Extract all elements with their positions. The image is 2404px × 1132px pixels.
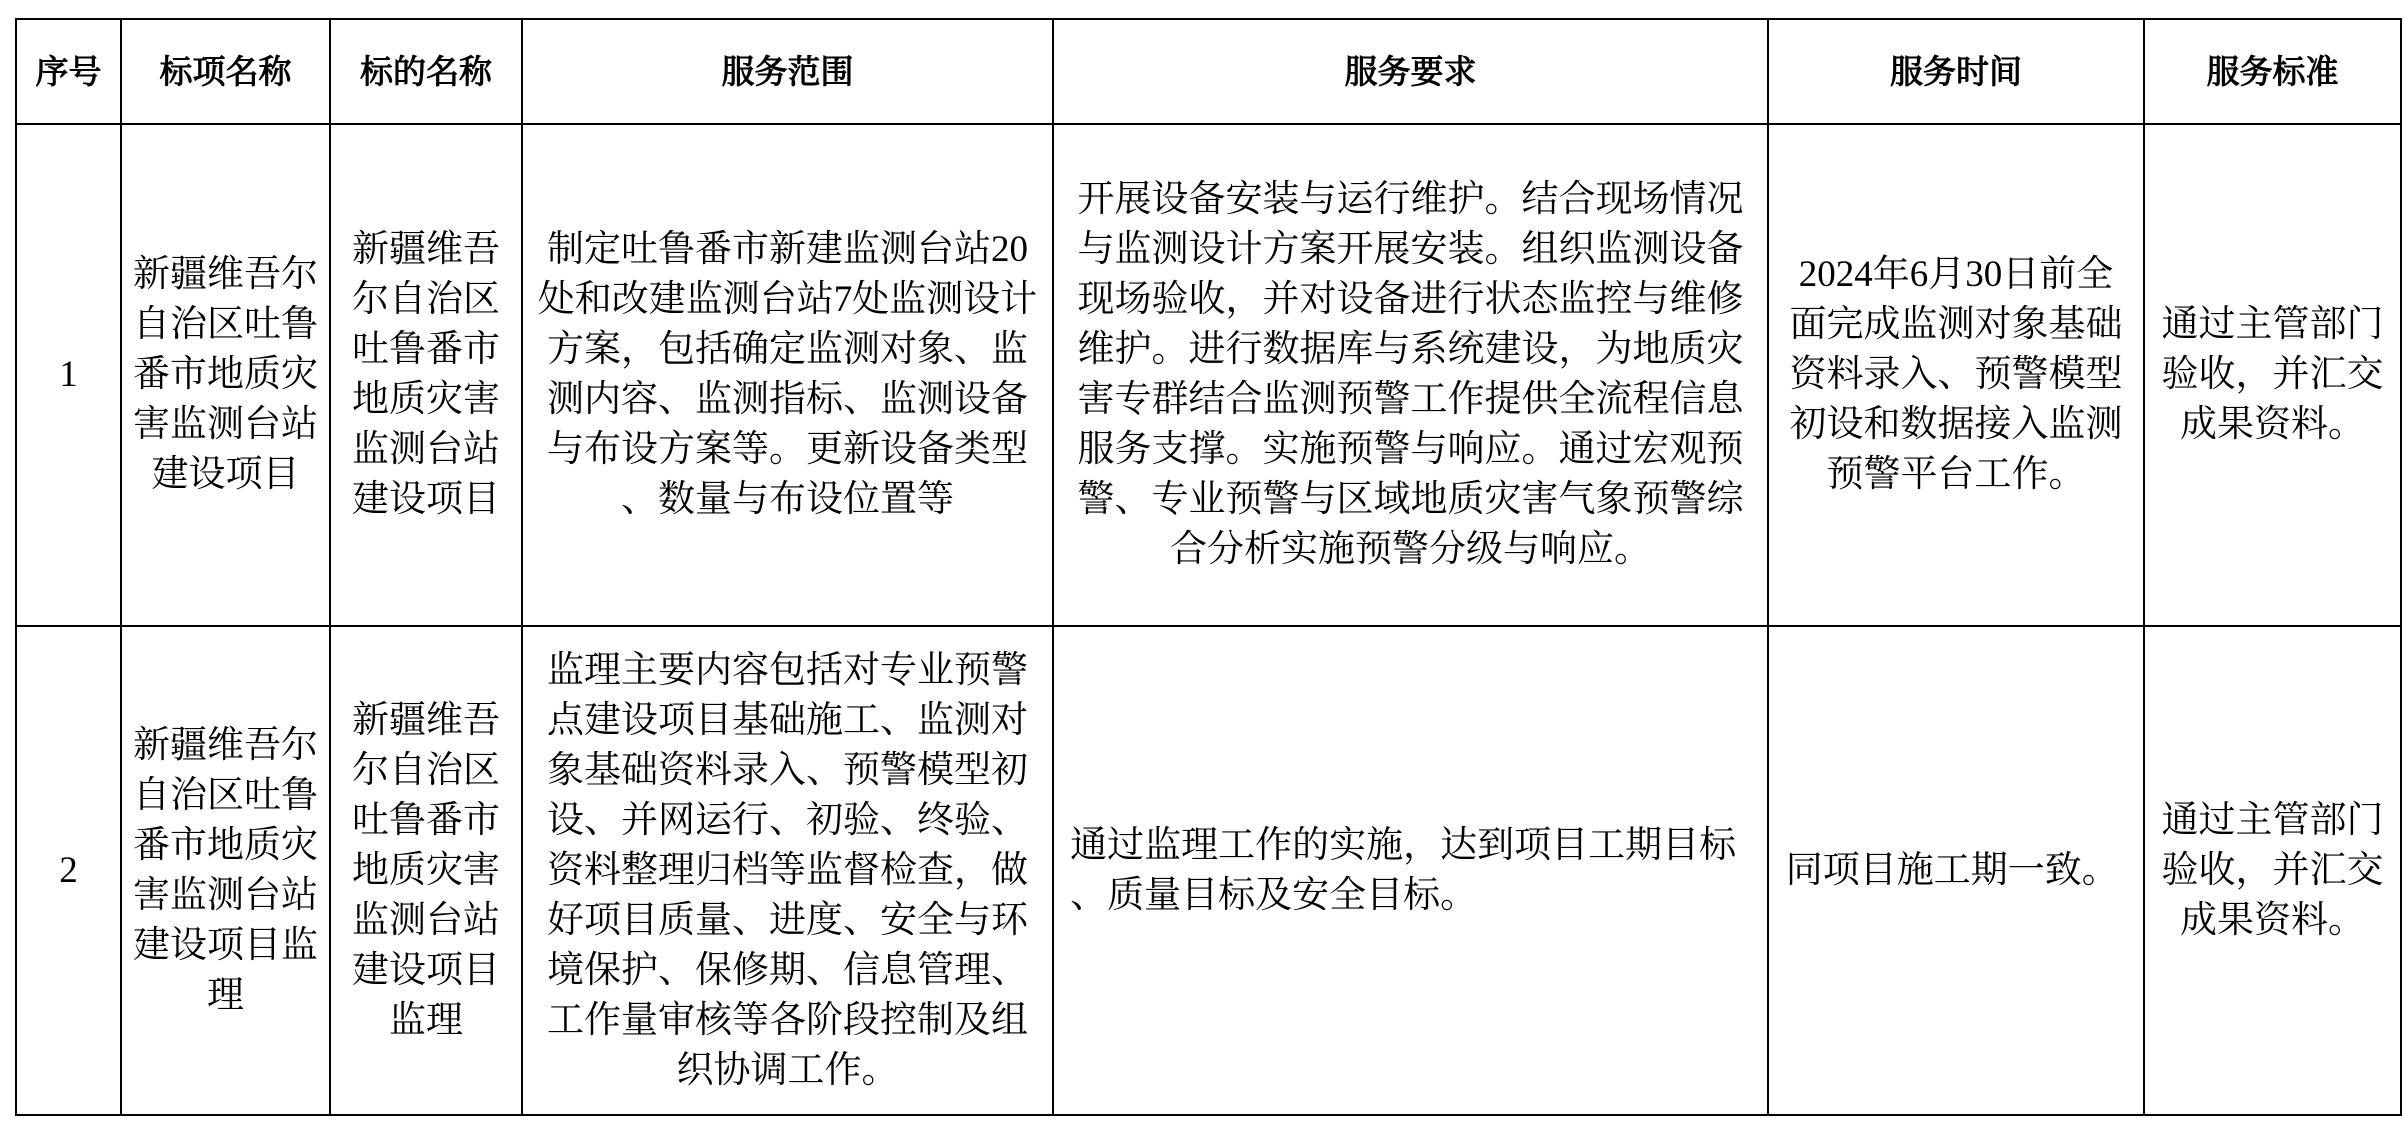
service-time-text: 2024年6月30日前全面完成监测对象基础资料录入、预警模型初设和数据接入监测预警平台工作。 [1789,254,2123,495]
service-table [15,18,2402,1116]
cell-lot-name [121,124,330,626]
cell-service-scope [522,626,1053,1115]
service-standard-text: 通过主管部门验收，并汇交成果资料。 [2161,799,2384,941]
table-body [16,124,2401,1115]
subject-name-text: 新疆维吾尔自治区吐鲁番市地质灾害监测台站建设项目 [352,229,500,520]
table-head [16,19,2401,124]
service-time-text: 同项目施工期一致。 [1785,849,2119,891]
header-lot-name: 标项名称 [121,19,330,124]
serial-number-text: 1 [59,354,78,395]
cell-subject-name [330,626,522,1115]
header-subject-name: 标的名称 [330,19,522,124]
cell-serial-number [16,626,121,1115]
cell-service-requirements [1053,626,1768,1115]
service-scope-text: 制定吐鲁番市新建监测台站20处和改建监测台站7处监测设计方案，包括确定监测对象、监测内容、监测指标、监测设备与布设方案等。更新设备类型、数量与布设位置等 [537,229,1038,520]
service-requirements-text: 通过监理工作的实施，达到项目工期目标、质量目标及安全目标。 [1070,824,1737,916]
table-row [16,626,2401,1115]
cell-service-time [1768,626,2144,1115]
cell-subject-name [330,124,522,626]
serial-number-text: 2 [59,849,78,891]
header-service-scope: 服务范围 [522,19,1053,124]
cell-service-time [1768,124,2144,626]
lot-name-text: 新疆维吾尔自治区吐鲁番市地质灾害监测台站建设项目监理 [133,724,318,1016]
table-row [16,124,2401,626]
header-service-standard: 服务标准 [2144,19,2401,124]
lot-name-text: 新疆维吾尔自治区吐鲁番市地质灾害监测台站建设项目 [133,254,318,495]
service-standard-text: 通过主管部门验收，并汇交成果资料。 [2161,304,2384,445]
header-serial-number: 序号 [16,19,121,124]
cell-service-scope [522,124,1053,626]
service-requirements-text: 开展设备安装与运行维护。结合现场情况与监测设计方案开展安装。组织监测设备现场验收，并对设备进行状态监控与维修维护。进行数据库与系统建设，为地质灾害专群结合监测预警工作提供全流程信息服务支撑。实施预警与响应。通过宏观预警、专业预警与区域地质灾害气象预警综合分析实施预警分级与响应。 [1077,179,1744,570]
cell-lot-name [121,626,330,1115]
subject-name-text: 新疆维吾尔自治区吐鲁番市地质灾害监测台站建设项目监理 [352,699,500,1041]
service-scope-text: 监理主要内容包括对专业预警点建设项目基础施工、监测对象基础资料录入、预警模型初设、并网运行、初验、终验、资料整理归档等监督检查，做好项目质量、进度、安全与环境保护、保修期、信息管理、工作量审核等各阶段控制及组织协调工作。 [546,649,1028,1091]
header-row [16,19,2401,124]
header-service-time: 服务时间 [1768,19,2144,124]
cell-service-standard [2144,626,2401,1115]
cell-service-requirements [1053,124,1768,626]
cell-service-standard [2144,124,2401,626]
header-service-requirements: 服务要求 [1053,19,1768,124]
cell-serial-number [16,124,121,626]
